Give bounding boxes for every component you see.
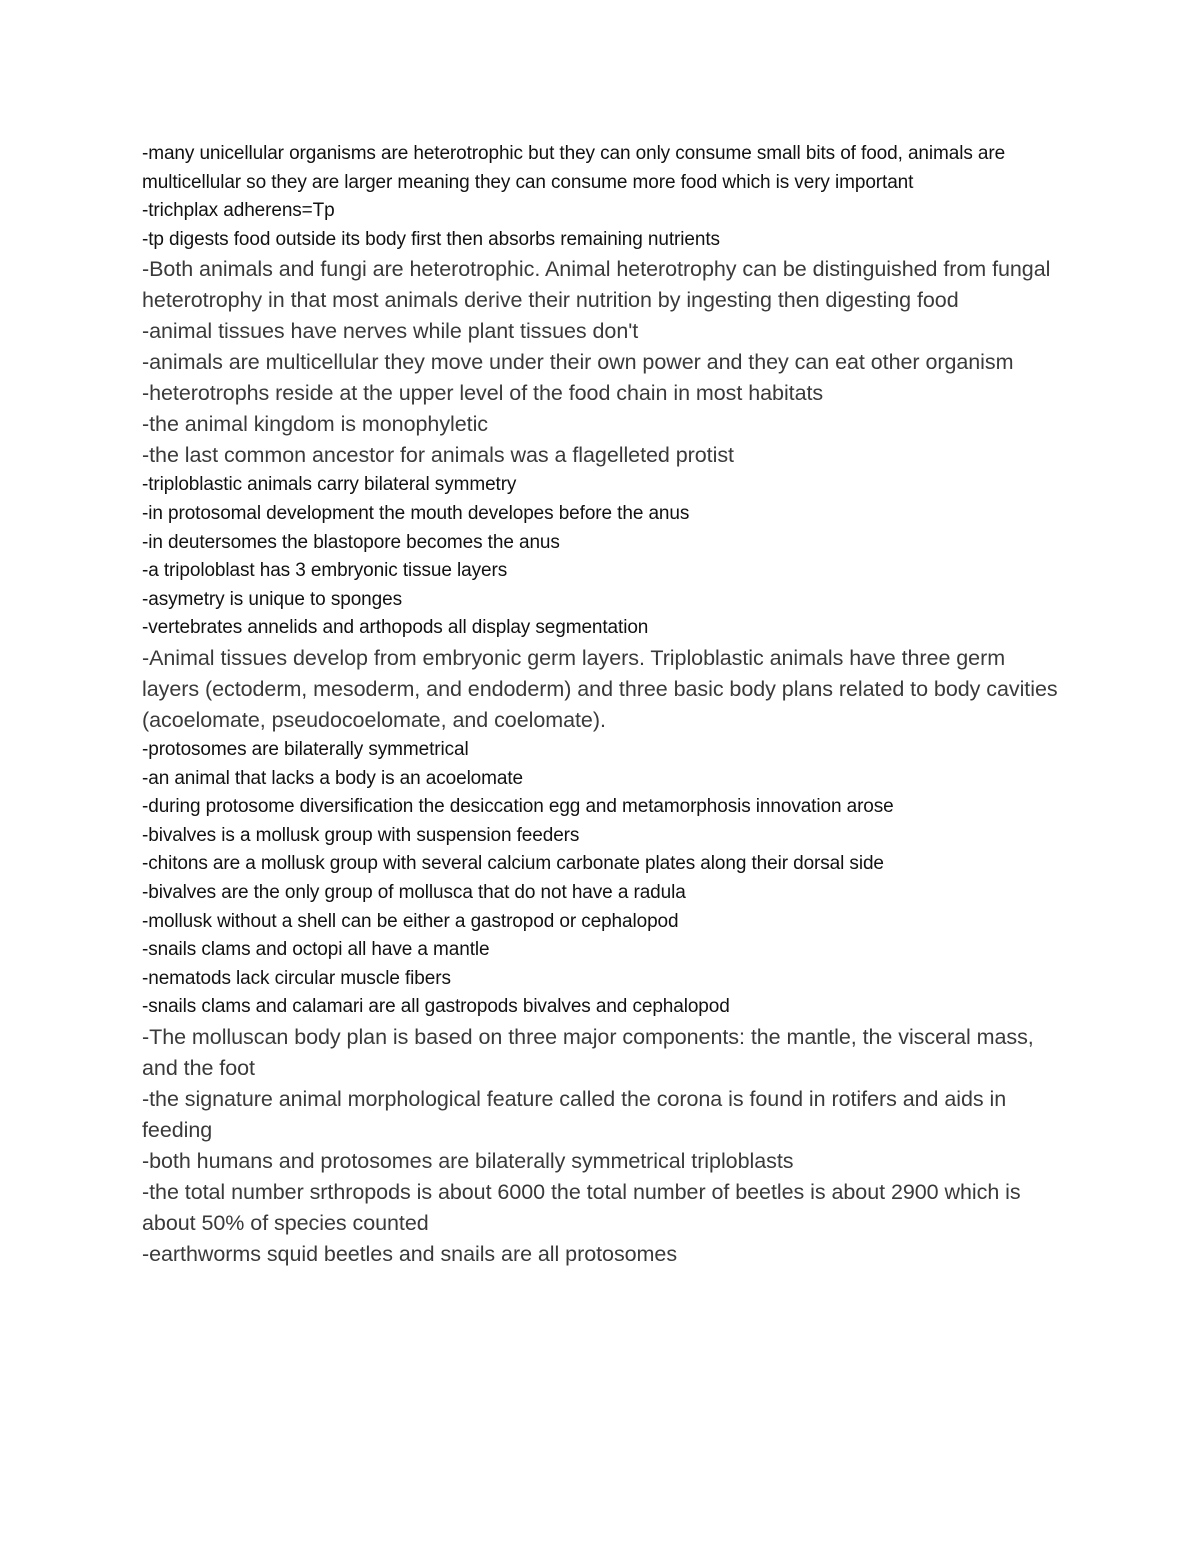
note-line: -triploblastic animals carry bilateral symmetry xyxy=(142,474,517,496)
note-line: -during protosome diversification the desiccation egg and metamorphosis innovation arose xyxy=(142,796,894,818)
note-line: -vertebrates annelids and arthopods all display segmentation xyxy=(142,617,649,639)
note-line: -both humans and protosomes are bilaterally symmetrical triploblasts xyxy=(142,1148,794,1173)
note-line: -snails clams and calamari are all gastropods bivalves and cephalopod xyxy=(142,996,730,1018)
note-line: -snails clams and octopi all have a mantle xyxy=(142,939,490,961)
note-line: -bivalves is a mollusk group with suspension feeders xyxy=(142,824,580,846)
note-line: -protosomes are bilaterally symmetrical xyxy=(142,738,469,760)
note-line: -the total number srthropods is about 6000 the total number of beetles is about 2900 which is about 50% of species counted xyxy=(142,1179,1021,1235)
note-line: -animal tissues have nerves while plant tissues don't xyxy=(142,319,639,344)
note-line: -tp digests food outside its body first then absorbs remaining nutrients xyxy=(142,228,720,250)
notes-body xyxy=(142,140,1062,1270)
note-line: -earthworms squid beetles and snails are all protosomes xyxy=(142,1241,678,1266)
note-line: -in protosomal development the mouth developes before the anus xyxy=(142,502,690,524)
note-line: -many unicellular organisms are heterotrophic but they can only consume small bits of food, animals are multicellular so they are larger meaning they can consume more food which is very important xyxy=(142,143,1006,193)
note-line: -the animal kingdom is monophyletic xyxy=(142,412,488,437)
note-line: -in deutersomes the blastopore becomes the anus xyxy=(142,531,560,553)
note-line: -animals are multicellular they move under their own power and they can eat other organism xyxy=(142,350,1014,375)
note-line: -Animal tissues develop from embryonic germ layers. Triploblastic animals have three germ layers (ectoderm, mesoderm, and endoderm) and three basic body plans related to body cavities (acoelomate, pseudocoelomate, and coelomate). xyxy=(142,645,1058,732)
note-line: -asymetry is unique to sponges xyxy=(142,588,402,610)
note-line: -bivalves are the only group of mollusca that do not have a radula xyxy=(142,881,686,903)
note-line: -the last common ancestor for animals was a flagelleted protist xyxy=(142,443,734,468)
note-line: -heterotrophs reside at the upper level of the food chain in most habitats xyxy=(142,381,824,406)
note-line: -an animal that lacks a body is an acoelomate xyxy=(142,767,523,789)
note-line: -mollusk without a shell can be either a gastropod or cephalopod xyxy=(142,910,679,932)
note-line: -Both animals and fungi are heterotrophic. Animal heterotrophy can be distinguished from fungal heterotrophy in that most animals derive their nutrition by ingesting then digesting food xyxy=(142,257,1051,313)
note-line: -trichplax adherens=Tp xyxy=(142,200,335,222)
note-line: -nematods lack circular muscle fibers xyxy=(142,967,451,989)
note-line: -the signature animal morphological feature called the corona is found in rotifers and aids in feeding xyxy=(142,1086,1007,1142)
note-line: -a tripoloblast has 3 embryonic tissue layers xyxy=(142,560,508,582)
note-line: -The molluscan body plan is based on three major components: the mantle, the visceral mass, and the foot xyxy=(142,1024,1034,1080)
note-line: -chitons are a mollusk group with several calcium carbonate plates along their dorsal side xyxy=(142,853,884,875)
